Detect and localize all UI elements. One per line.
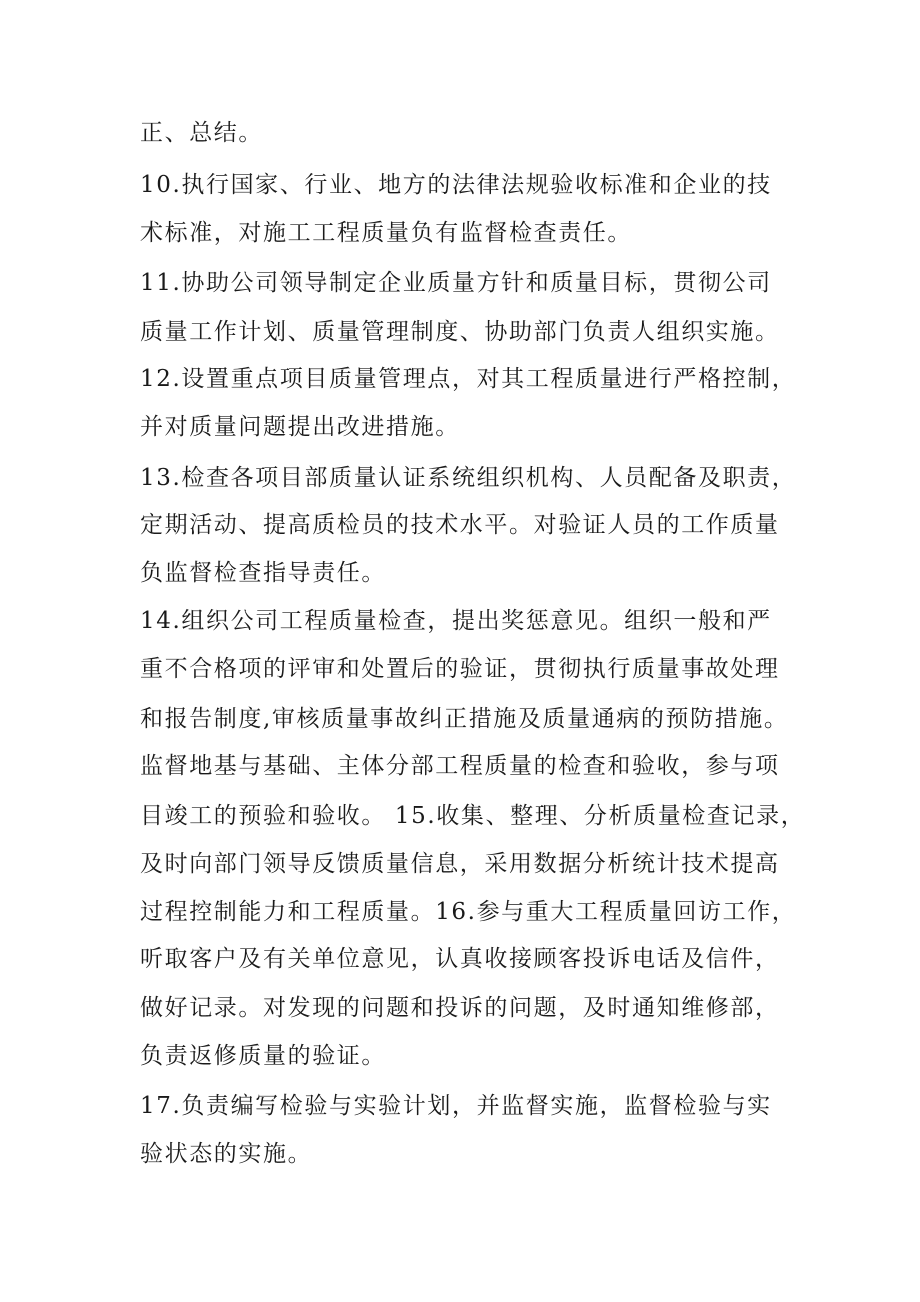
- text-line: 重不合格项的评审和处置后的验证，贯彻执行质量事故处理: [140, 656, 780, 682]
- text-line: 质量工作计划、质量管理制度、协助部门负责人组织实施。: [140, 319, 780, 345]
- text-line: 负责返修质量的验证。: [140, 1043, 386, 1069]
- text-line: 负监督检查指导责任。: [140, 560, 386, 586]
- text-line: 17.负责编写检验与实验计划，并监督实施，监督检验与实: [140, 1093, 772, 1119]
- text-line: 术标准，对施工工程质量负有监督检查责任。: [140, 220, 632, 246]
- text-line: 11.协助公司领导制定企业质量方针和质量目标，贯彻公司: [140, 270, 772, 296]
- text-line: 10.执行国家、行业、地方的法律法规验收标准和企业的技: [140, 172, 772, 198]
- text-line: 13.检查各项目部质量认证系统组织机构、人员配备及职责，: [140, 465, 797, 491]
- text-line: 及时向部门领导反馈质量信息，采用数据分析统计技术提高: [140, 851, 780, 877]
- text-line: 做好记录。对发现的问题和投诉的问题，及时通知维修部，: [140, 995, 780, 1021]
- text-line: 过程控制能力和工程质量。16.参与重大工程质量回访工作，: [140, 899, 797, 925]
- text-line: 14.组织公司工程质量检查，提出奖惩意见。组织一般和严: [140, 608, 772, 634]
- text-line: 监督地基与基础、主体分部工程质量的检查和验收，参与项: [140, 753, 780, 779]
- text-line: 正、总结。: [140, 120, 263, 146]
- text-line: 听取客户及有关单位意见，认真收接顾客投诉电话及信件，: [140, 946, 780, 972]
- text-line: 并对质量问题提出改进措施。: [140, 414, 460, 440]
- text-line: 和报告制度,审核质量事故纠正措施及质量通病的预防措施。: [140, 706, 789, 732]
- text-line: 目竣工的预验和验收。 15.收集、整理、分析质量检查记录，: [140, 803, 806, 829]
- text-line: 12.设置重点项目质量管理点，对其工程质量进行严格控制，: [140, 366, 797, 392]
- text-line: 验状态的实施。: [140, 1141, 313, 1167]
- text-line: 定期活动、提高质检员的技术水平。对验证人员的工作质量: [140, 512, 780, 538]
